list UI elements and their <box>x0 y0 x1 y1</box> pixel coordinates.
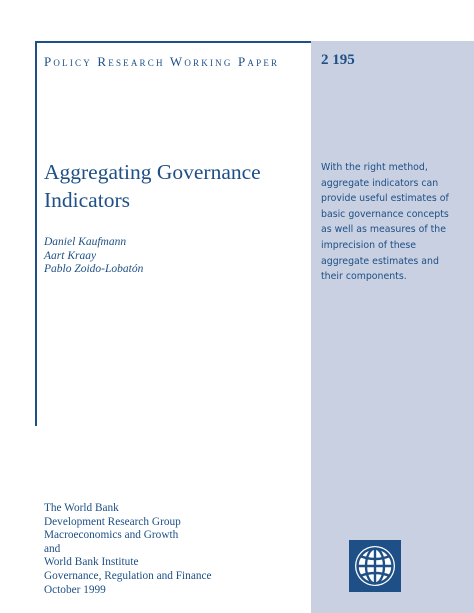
publisher-block <box>44 502 212 597</box>
side-panel <box>311 41 474 613</box>
summary-line: as well as measures of the <box>321 224 446 236</box>
publisher-line: The World Bank <box>44 502 119 514</box>
summary-text <box>321 160 469 285</box>
summary-line: With the right method, <box>321 162 428 173</box>
title-line-2: Indicators <box>44 188 130 212</box>
summary-line: aggregate indicators can <box>321 177 439 189</box>
paper-number: 2 195 <box>321 52 355 68</box>
summary-line: aggregate estimates and <box>321 255 439 267</box>
author-name: Pablo Zoido-Lobatón <box>44 263 144 275</box>
author-list <box>44 236 143 277</box>
series-label: Policy Research Working Paper <box>44 54 280 69</box>
top-rule <box>35 41 311 43</box>
publisher-line: Macroeconomics and Growth <box>44 529 179 542</box>
left-rule <box>35 41 37 426</box>
document-title <box>44 158 306 214</box>
summary-line: basic governance concepts <box>321 208 449 220</box>
summary-line: their components. <box>321 271 407 283</box>
author-name: Aart Kraay <box>44 249 97 262</box>
publisher-line: Development Research Group <box>44 515 181 528</box>
publisher-line: October 1999 <box>44 583 106 596</box>
publisher-line: Governance, Regulation and Finance <box>44 569 212 582</box>
summary-line: imprecision of these <box>321 239 417 251</box>
title-line-1: Aggregating Governance <box>44 160 261 184</box>
author-name: Daniel Kaufmann <box>44 236 127 248</box>
publisher-line: and <box>44 542 61 555</box>
world-bank-globe-icon <box>349 540 401 592</box>
publisher-line: World Bank Institute <box>44 556 139 569</box>
summary-line: provide useful estimates of <box>321 193 449 205</box>
